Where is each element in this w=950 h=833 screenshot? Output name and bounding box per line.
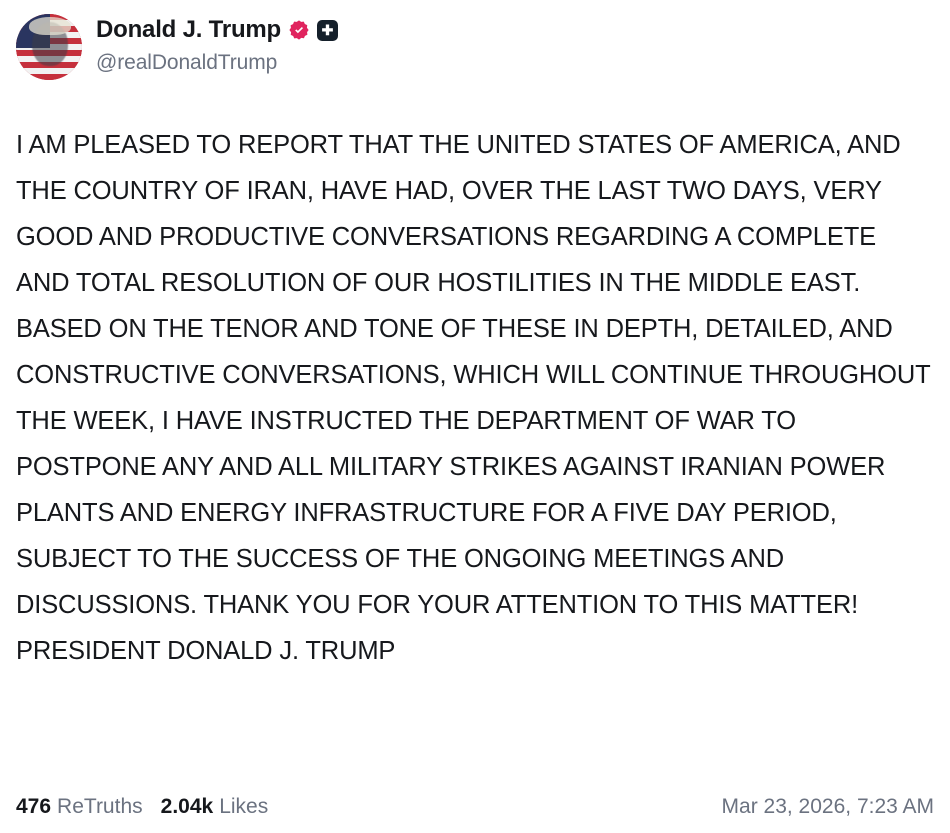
author-name-row xyxy=(96,18,338,42)
post-timestamp: Mar 23, 2026, 7:23 AM xyxy=(721,795,934,818)
post-header xyxy=(16,14,934,106)
likes-label: Likes xyxy=(219,795,269,818)
likes-stat[interactable] xyxy=(161,795,269,819)
retruths-label: ReTruths xyxy=(57,795,143,818)
author-names xyxy=(96,14,338,75)
likes-count: 2.04k xyxy=(160,795,214,818)
verified-checkmark-icon xyxy=(288,19,310,41)
author-handle[interactable]: @realDonaldTrump xyxy=(96,51,278,74)
post-content-text: I AM PLEASED TO REPORT THAT THE UNITED STATES OF AMERICA, AND THE COUNTRY OF IRAN, HAVE HAD, OVER THE LAST TWO DAYS, VERY GOOD AND PRODUCTIVE CONVERSATIONS REGARDING A COMPLETE AND TOTAL RESOLUTION OF OUR HOSTILITIES IN THE MIDDLE EAST. BASED ON THE TENOR AND TONE OF THESE IN DEPTH, DETAILED, AND CONSTRUCTIVE CONVERSATIONS, WHICH WILL CONTINUE THROUGHOUT THE WEEK, I HAVE INSTRUCTED THE DEPARTMENT OF WAR TO POSTPONE ANY AND ALL MILITARY STRIKES AGAINST IRANIAN POWER PLANTS AND ENERGY INFRASTRUCTURE FOR A FIVE DAY PERIOD, SUBJECT TO THE SUCCESS OF THE ONGOING MEETINGS AND DISCUSSIONS. THANK YOU FOR YOUR ATTENTION TO THIS MATTER! PRESIDENT DONALD J. TRUMP xyxy=(16,131,937,665)
retruths-stat[interactable] xyxy=(16,795,143,819)
portrait-hair-icon xyxy=(29,17,71,35)
avatar[interactable] xyxy=(16,14,82,80)
author-display-name[interactable]: Donald J. Trump xyxy=(96,16,282,43)
truth-social-tick-badge-icon: ✚ xyxy=(317,20,338,41)
post-footer xyxy=(16,795,934,819)
retruths-count: 476 xyxy=(16,795,52,818)
post-stats xyxy=(16,795,268,819)
